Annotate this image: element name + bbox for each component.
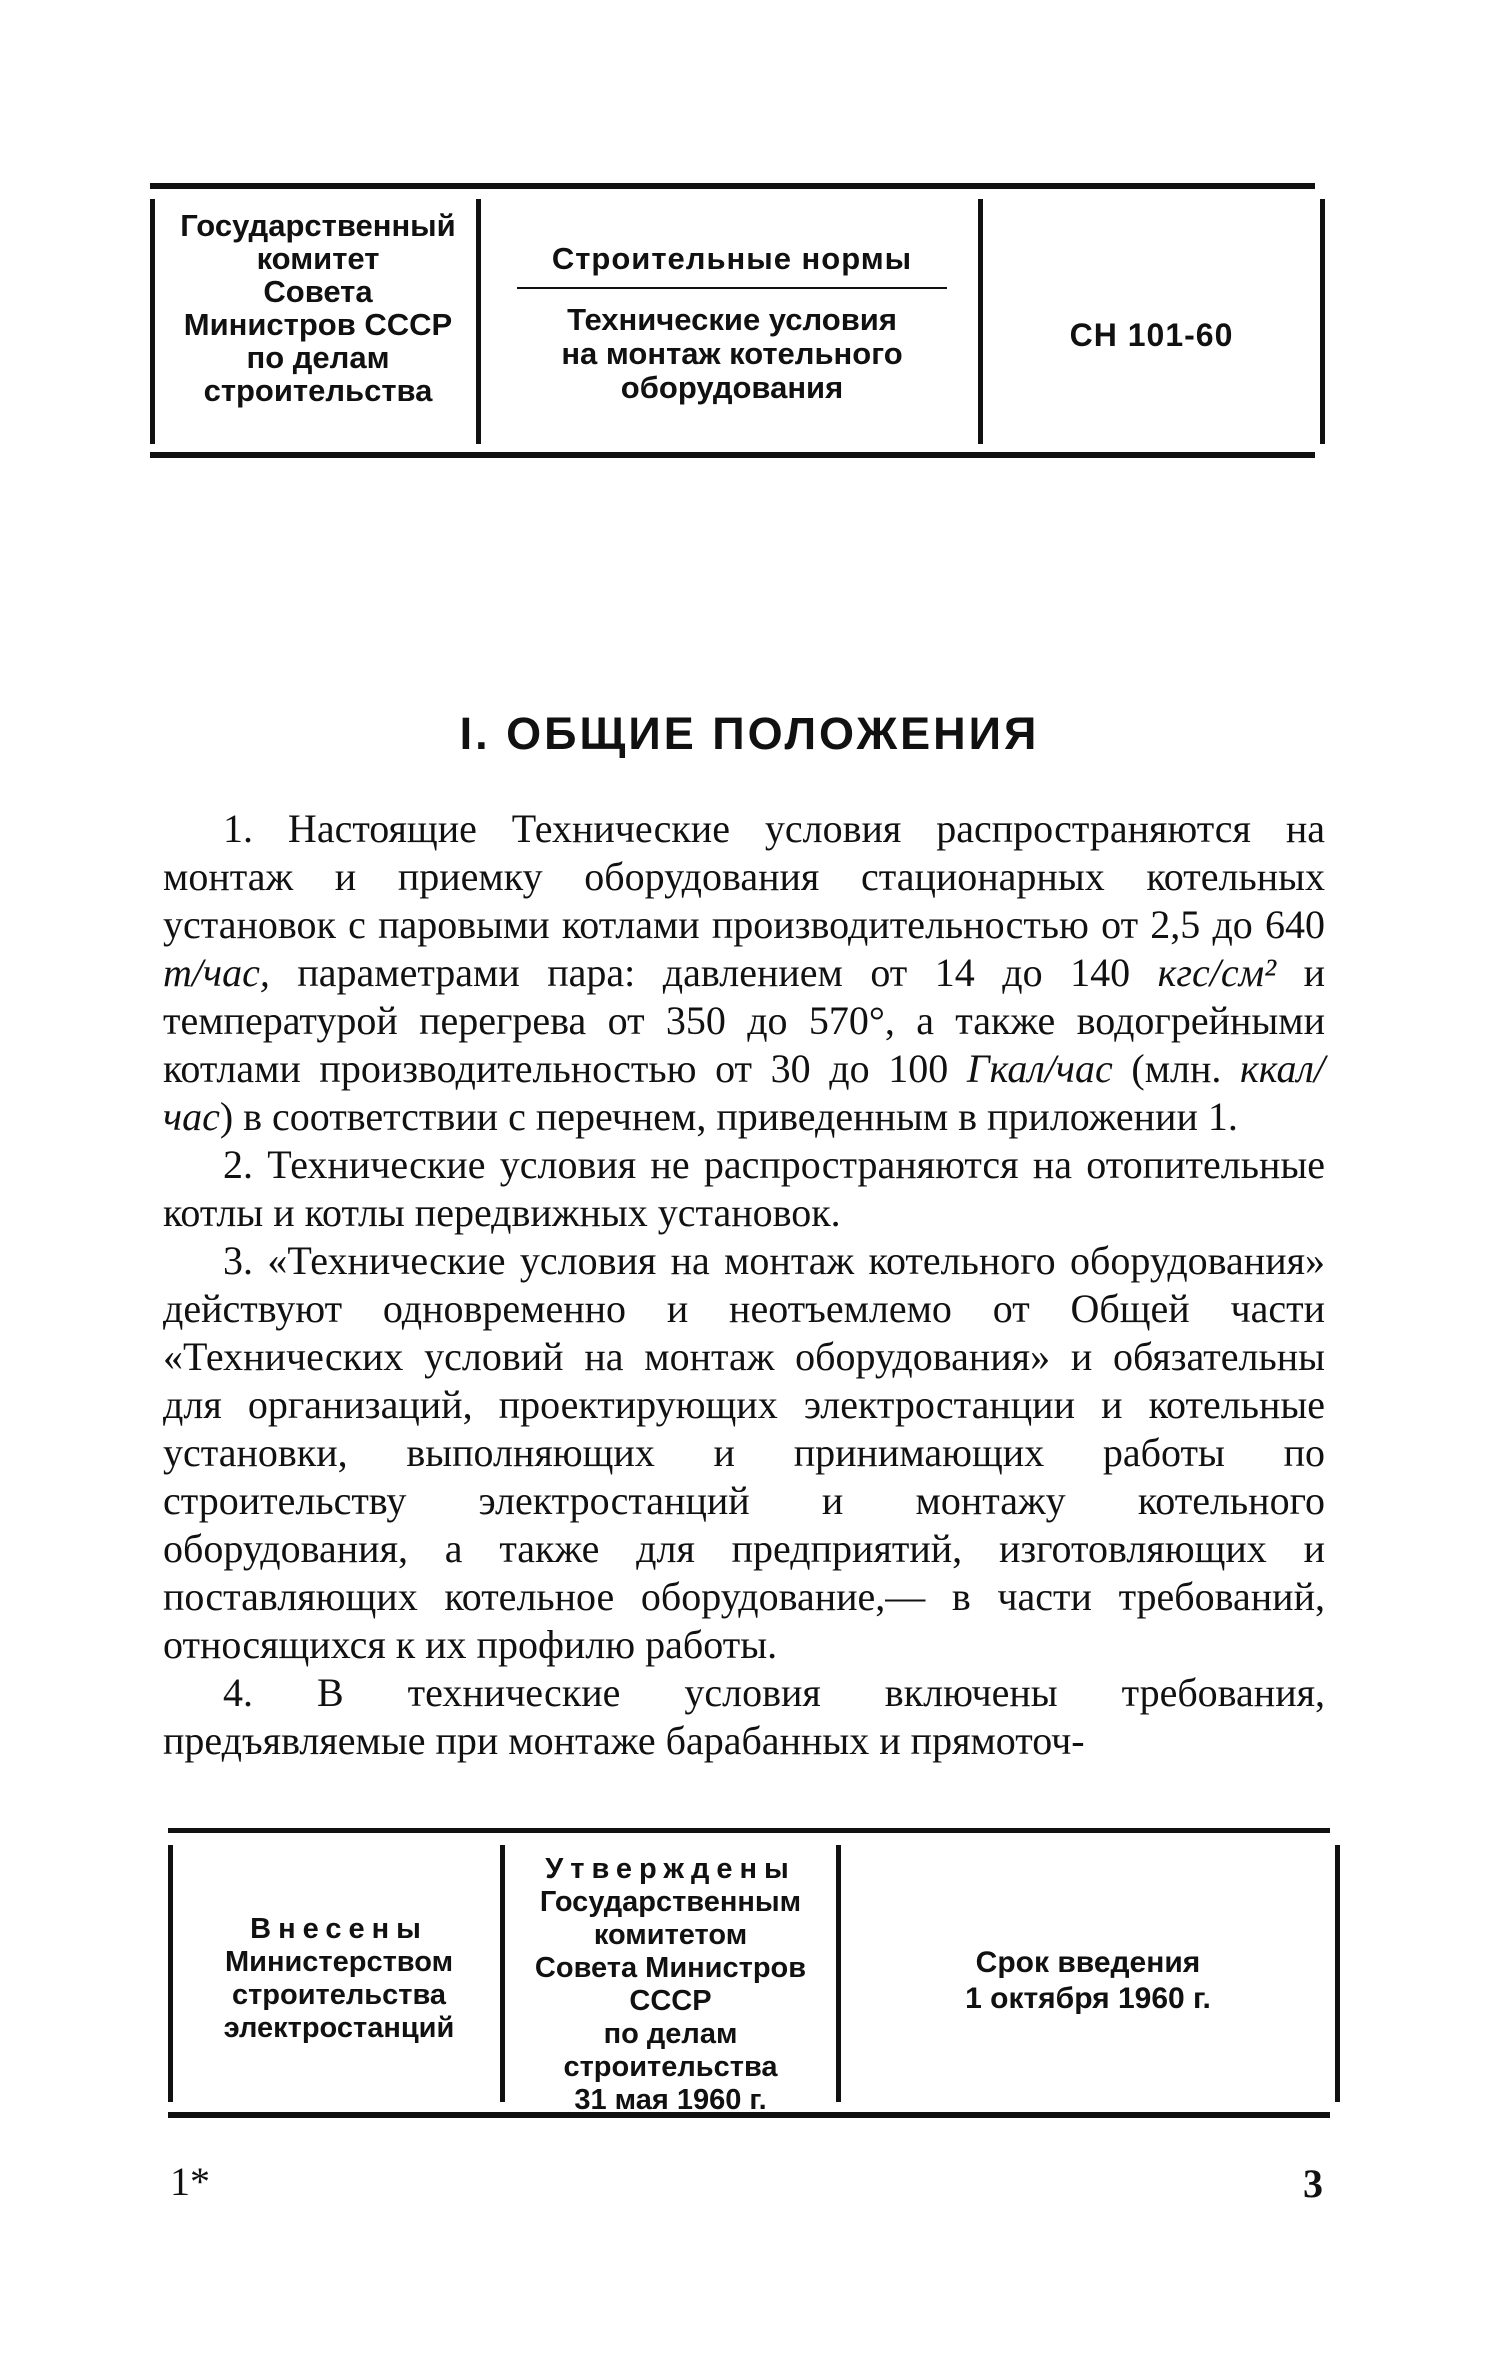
approved-line: Государственным bbox=[539, 1886, 802, 1918]
paragraph-1 bbox=[163, 805, 1325, 1141]
unit-kcal-per-hour: ккал/час bbox=[163, 1046, 1325, 1139]
p1-text: (млн. bbox=[1112, 1046, 1241, 1091]
issuer-text bbox=[155, 199, 481, 407]
approved-content bbox=[505, 1845, 836, 2117]
approved-line: по делам строительства bbox=[563, 2018, 778, 2083]
issuer-line: Министров СССР bbox=[183, 307, 453, 342]
issuer-line: по делам bbox=[246, 340, 390, 375]
doc-title-line: оборудования bbox=[620, 370, 844, 405]
introduced-line: электростанций bbox=[223, 2012, 455, 2044]
p1-text: и температурой перегрева от 350 до 570°, а также водогрейными котлами производительностью от 30 до 100 bbox=[163, 950, 1326, 1091]
approved-line: 31 мая 1960 г. bbox=[574, 2084, 767, 2116]
signature-mark: 1* bbox=[170, 2159, 210, 2204]
effective-cell bbox=[836, 1845, 1340, 2102]
series-title: Строительные нормы bbox=[551, 241, 913, 276]
introduced-cell bbox=[168, 1845, 505, 2102]
paragraph-3: 3. «Технические условия на монтаж котельного оборудования» действуют одновременно и неотъемлемо от Общей части «Технических условий на монтаж оборудования» и обязательны для организаций, проектирующих электростанции и котельные установки, выполняющих и принимающих работы по строительству электростанций и монтажу котельного оборудования, а также для предприятий, изготовляющих и поставляющих котельное оборудование,— в части требований, относящихся к их профилю работы. bbox=[163, 1238, 1325, 1667]
approved-text bbox=[505, 1845, 836, 2117]
doc-title-line: на монтаж котельного bbox=[561, 336, 903, 371]
page-number: 3 bbox=[1303, 2161, 1323, 2206]
issuer-line: комитет bbox=[256, 241, 380, 276]
unit-t-per-hour: т/час, bbox=[163, 950, 270, 995]
doc-title bbox=[481, 303, 983, 405]
p1-text: параметрами пара: давлением от 14 до 140 bbox=[269, 950, 1158, 995]
approved-line: Совета Министров СССР bbox=[534, 1952, 807, 2017]
doc-title-line: Технические условия bbox=[567, 302, 897, 337]
header-table bbox=[150, 183, 1315, 458]
issuer-line: Совета bbox=[263, 274, 373, 309]
introduced-line: Министерством bbox=[224, 1946, 454, 1978]
paragraph-2: 2. Технические условия не распространяются на отопительные котлы и котлы передвижных установок. bbox=[163, 1142, 1325, 1235]
approved-line: комитетом bbox=[593, 1919, 748, 1951]
doc-code: СН 101-60 bbox=[1069, 317, 1234, 353]
unit-gcal-per-hour: Гкал/час bbox=[966, 1046, 1113, 1091]
code-cell bbox=[978, 199, 1325, 444]
footer-table bbox=[168, 1828, 1330, 2118]
section-heading: I. ОБЩИЕ ПОЛОЖЕНИЯ bbox=[459, 708, 1040, 759]
p1-text: 1. Настоящие Технические условия распространяются на монтаж и приемку оборудования стационарных котельных установок с паровыми котлами производительностью от 2,5 до 640 bbox=[163, 806, 1325, 947]
p1-text: ) в соответствии с перечнем, приведенным в приложении 1. bbox=[219, 1094, 1238, 1139]
introduced-label: Внесены bbox=[250, 1913, 428, 1945]
title-divider bbox=[517, 287, 947, 289]
title-cell bbox=[476, 199, 983, 444]
introduced-line: строительства bbox=[231, 1979, 447, 2011]
issuer-line: Государственный bbox=[180, 208, 456, 243]
unit-kgf-per-cm2: кгс/см² bbox=[1157, 950, 1277, 995]
effective-line: 1 октября 1960 г. bbox=[965, 1982, 1211, 2015]
issuer-cell bbox=[150, 199, 481, 444]
approved-label: Утверждены bbox=[545, 1853, 796, 1885]
introduced-text bbox=[173, 1845, 505, 2045]
paragraph-4: 4. В технические условия включены требования, предъявляемые при монтаже барабанных и прямоточ- bbox=[163, 1670, 1325, 1763]
effective-text bbox=[841, 1845, 1335, 2017]
effective-line: Срок введения bbox=[975, 1946, 1201, 1979]
body-text bbox=[163, 805, 1325, 1765]
issuer-line: строительства bbox=[203, 373, 433, 408]
